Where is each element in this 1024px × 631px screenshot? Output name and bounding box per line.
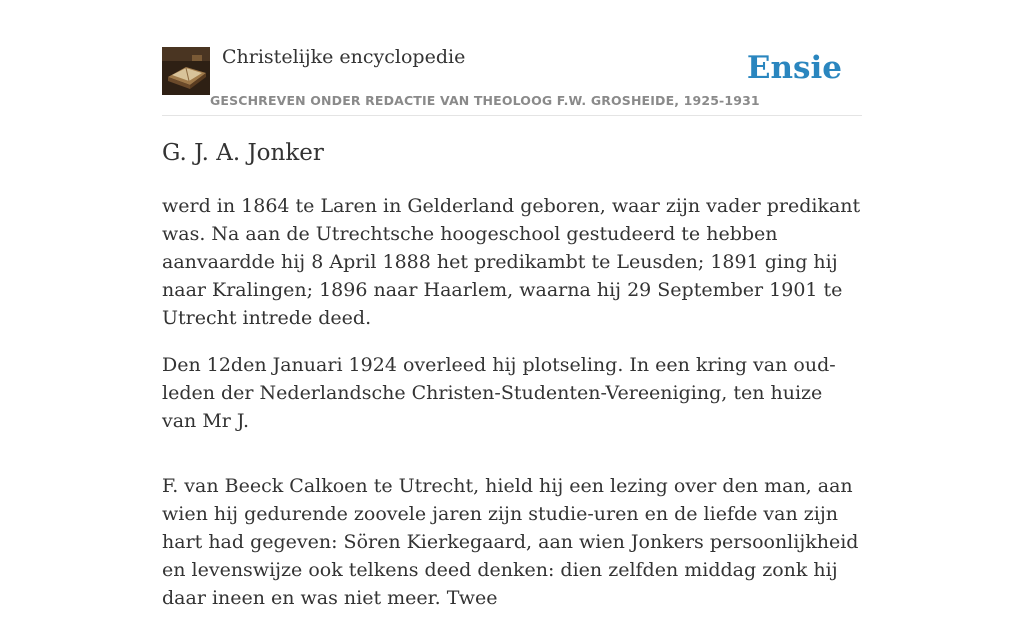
site-header [162, 46, 862, 116]
site-logo[interactable] [162, 47, 210, 95]
site-subtitle: GESCHREVEN ONDER REDACTIE VAN THEOLOOG F.W. GROSHEIDE, 1925-1931 [210, 93, 760, 108]
article-body [162, 192, 862, 631]
site-title[interactable]: Christelijke encyclopedie [222, 46, 466, 68]
brand-logo-link[interactable]: Ensie [746, 50, 842, 86]
article-paragraph: F. van Beeck Calkoen te Utrecht, hield hij een lezing over den man, aan wien hij gedurende zoovele jaren zijn studie-uren en de liefde van zijn hart had gegeven: Sören Kierkegaard, aan wien Jonkers persoonlijkheid en levenswijze ook telkens deed denken: dien zelfden middag zonk hij daar ineen en was niet meer. Twee [162, 475, 859, 609]
article-title: G. J. A. Jonker [162, 140, 324, 166]
encyclopedia-book-icon [162, 47, 210, 95]
article-paragraph: werd in 1864 te Laren in Gelderland geboren, waar zijn vader predikant was. Na aan de Utrechtsche hoogeschool gestudeerd te hebben aanvaardde hij 8 April 1888 het predikambt te Leusden; 1891 ging hij naar Kralingen; 1896 naar Haarlem, waarna hij 29 September 1901 te Utrecht intrede deed. [162, 195, 861, 329]
article-paragraph: Den 12den Januari 1924 overleed hij plotseling. In een kring van oud-leden der Nederlandsche Christen-Studenten-Vereeniging, ten huize van Mr J. [162, 354, 836, 432]
header-divider [162, 115, 862, 116]
